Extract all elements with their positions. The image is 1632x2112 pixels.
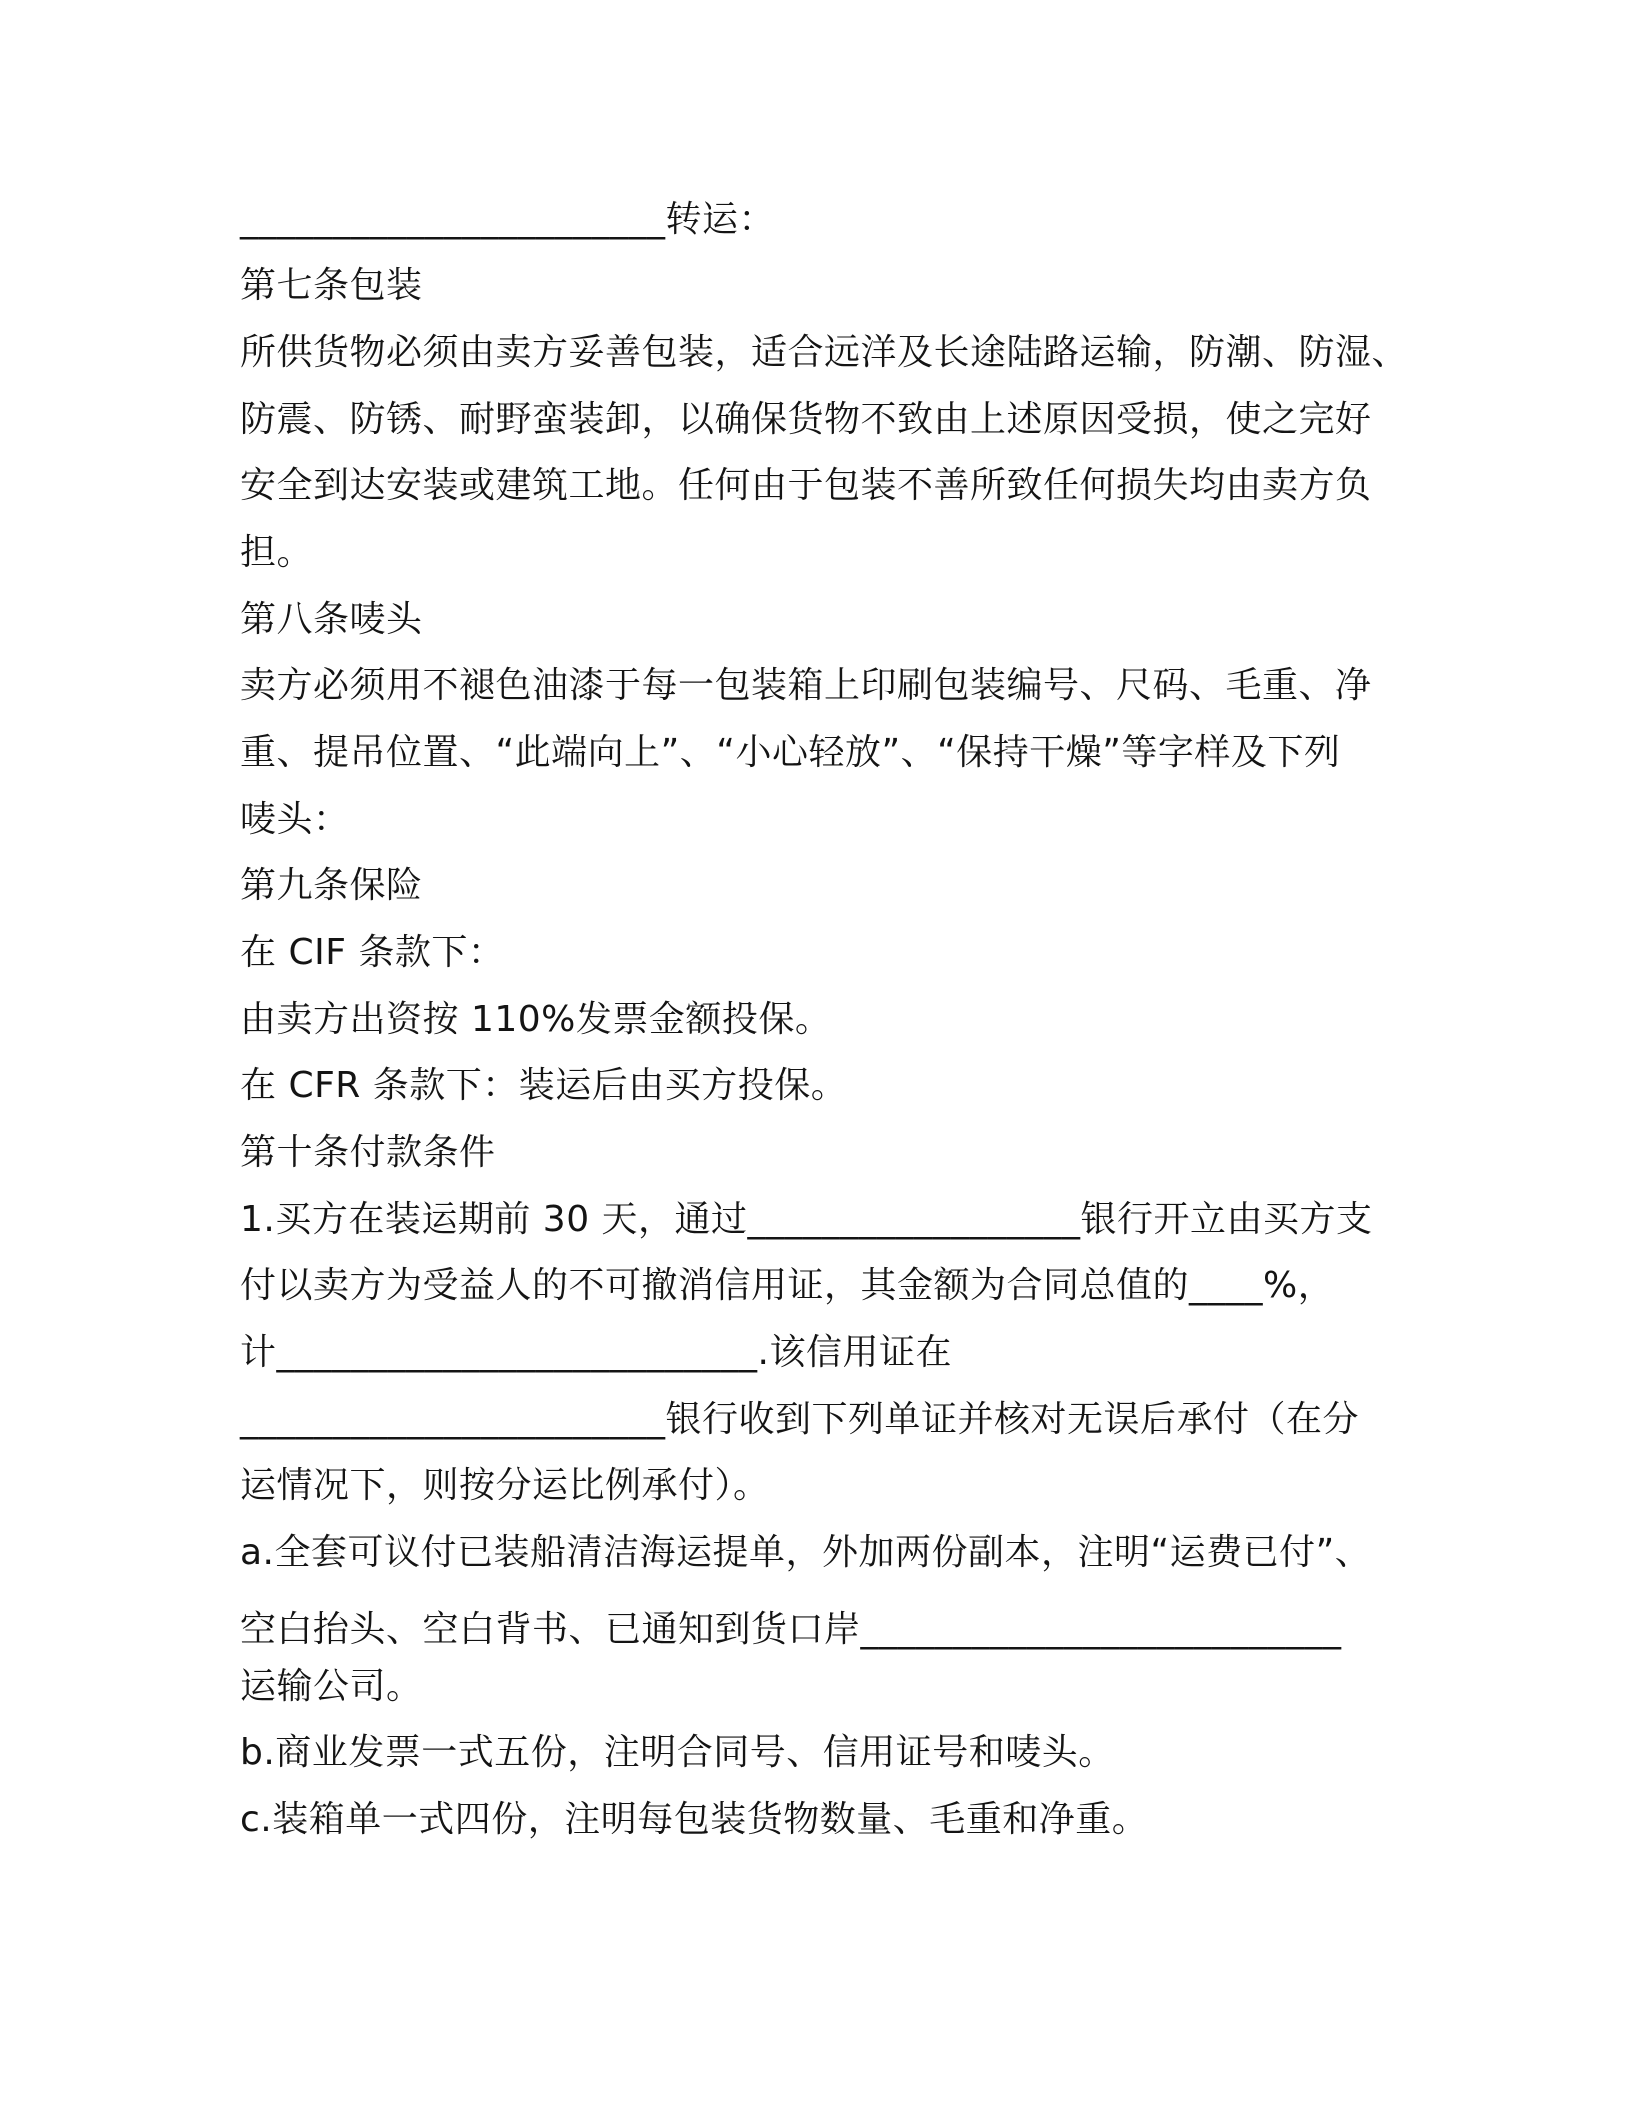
text-line: a.全套可议付已装船清洁海运提单，外加两份副本，注明“运费已付”、 <box>240 1532 1372 1573</box>
text-line: 所供货物必须由卖方妥善包装，适合远洋及长途陆路运输，防潮、防湿、 <box>240 332 1409 373</box>
text-line: 由卖方出资按 110%发票金额投保。 <box>240 999 832 1040</box>
text-line: 计__________________________.该信用证在 <box>240 1332 952 1373</box>
heading-article-7-packing: 第七条包装 <box>240 265 423 306</box>
heading-article-8-marks: 第八条唛头 <box>240 599 423 640</box>
text-line: 1.买方在装运期前 30 天，通过__________________银行开立由买方支 <box>240 1199 1373 1240</box>
text-line: 在 CFR 条款下：装运后由买方投保。 <box>240 1065 848 1106</box>
text-line: 唛头： <box>240 799 350 840</box>
heading-article-9-insurance: 第九条保险 <box>240 865 423 906</box>
text-line: _______________________银行收到下列单证并核对无误后承付（在分 <box>240 1399 1360 1440</box>
text-line: 卖方必须用不褪色油漆于每一包装箱上印刷包装编号、尺码、毛重、净 <box>240 665 1372 706</box>
list-item-c: c.装箱单一式四份，注明每包装货物数量、毛重和净重。 <box>240 1799 1149 1840</box>
text-line: 运情况下，则按分运比例承付）。 <box>240 1465 770 1506</box>
text-line: 在 CIF 条款下： <box>240 932 505 973</box>
text-line-transshipment: _______________________转运： <box>240 199 776 240</box>
heading-article-10-payment: 第十条付款条件 <box>240 1132 496 1173</box>
text-line: 防震、防锈、耐野蛮装卸，以确保货物不致由上述原因受损，使之完好 <box>240 399 1372 440</box>
text-line: 安全到达安装或建筑工地。任何由于包装不善所致任何损失均由卖方负 <box>240 465 1372 506</box>
text-line: 运输公司。 <box>240 1666 423 1707</box>
text-line: 重、提吊位置、“此端向上”、“小心轻放”、“保持干燥”等字样及下列 <box>240 732 1341 773</box>
text-line: 付以卖方为受益人的不可撤消信用证，其金额为合同总值的____%， <box>240 1265 1335 1306</box>
text-line: 空白抬头、空白背书、已通知到货口岸__________________________ <box>240 1609 1342 1650</box>
text-line: 担。 <box>240 532 314 573</box>
list-item-b: b.商业发票一式五份，注明合同号、信用证号和唛头。 <box>240 1732 1115 1773</box>
